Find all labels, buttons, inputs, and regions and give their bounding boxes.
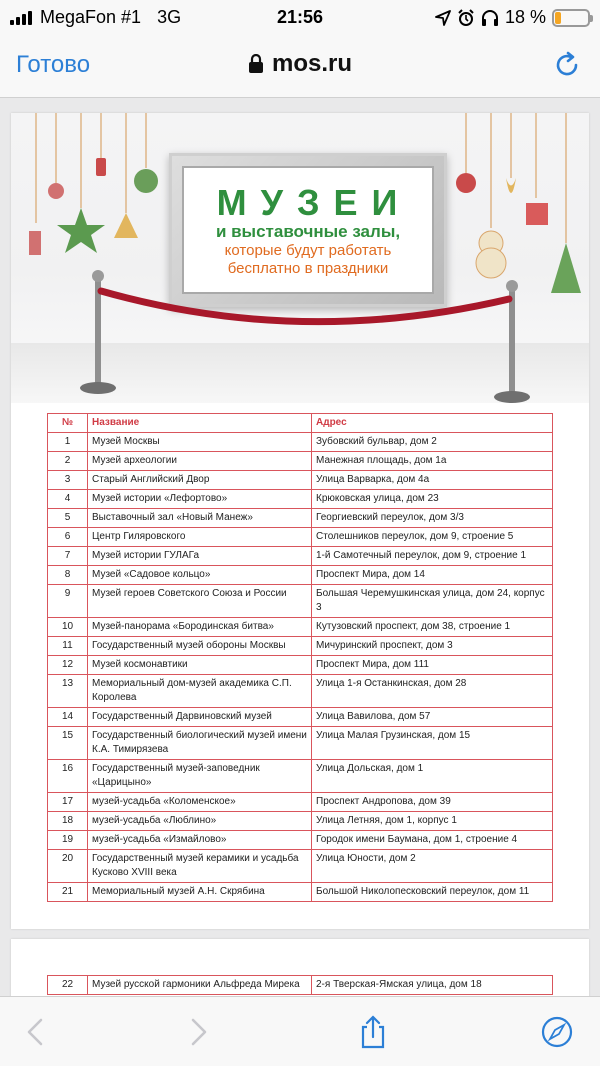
web-content[interactable] (0, 99, 600, 996)
row-num: 9 (48, 585, 88, 618)
row-address: Большая Черемушкинская улица, дом 24, корпус 3 (312, 585, 553, 618)
banner-subtitle-3: бесплатно в праздники (227, 260, 389, 277)
row-address: Манежная площадь, дом 1а (312, 452, 553, 471)
reload-icon[interactable] (552, 50, 582, 80)
row-address: Крюковская улица, дом 23 (312, 490, 553, 509)
table-row (48, 433, 553, 452)
battery-percent: 18 % (504, 7, 546, 27)
banner (11, 113, 589, 403)
banner-subtitle-1: и выставочные залы, (215, 222, 401, 241)
pdf-page-1 (11, 113, 589, 929)
row-address: Проспект Мира, дом 111 (312, 656, 553, 675)
table-row (48, 490, 553, 509)
row-num: 22 (48, 976, 88, 995)
row-name: Музей археологии (88, 452, 312, 471)
row-num: 16 (48, 760, 88, 793)
header-name: Название (88, 414, 312, 433)
table-row (48, 509, 553, 528)
carrier-label: MegaFon #1 (40, 7, 142, 27)
row-address: Кутузовский проспект, дом 38, строение 1 (312, 618, 553, 637)
row-name: Музей истории «Лефортово» (88, 490, 312, 509)
row-address: Улица Малая Грузинская, дом 15 (312, 727, 553, 760)
rope-barrier-icon (11, 113, 589, 403)
table-row (48, 812, 553, 831)
row-name: Музей русской гармоники Альфреда Мирека (88, 976, 312, 995)
network-label: 3G (157, 7, 182, 27)
safari-compass-icon[interactable] (540, 1015, 574, 1049)
table-row (48, 850, 553, 883)
row-address: Улица Дольская, дом 1 (312, 760, 553, 793)
table-row (48, 528, 553, 547)
row-name: Музей космонавтики (88, 656, 312, 675)
location-icon (435, 10, 451, 26)
row-address: 1-й Самотечный переулок, дом 9, строение 1 (312, 547, 553, 566)
row-num: 8 (48, 566, 88, 585)
row-num: 4 (48, 490, 88, 509)
url-text: mos.ru (271, 50, 352, 77)
row-name: Музей Москвы (88, 433, 312, 452)
status-right (435, 7, 590, 28)
row-name: Государственный музей керамики и усадьба Кусково XVIII века (88, 850, 312, 883)
table-row (48, 793, 553, 812)
row-num: 6 (48, 528, 88, 547)
row-name: музей-усадьба «Измайлово» (88, 831, 312, 850)
table-row (48, 675, 553, 708)
forward-icon[interactable] (180, 1015, 214, 1049)
row-num: 1 (48, 433, 88, 452)
row-address: Городок имени Баумана, дом 1, строение 4 (312, 831, 553, 850)
row-num: 19 (48, 831, 88, 850)
battery-fill (555, 12, 561, 24)
row-address: Георгиевский переулок, дом 3/3 (312, 509, 553, 528)
row-num: 17 (48, 793, 88, 812)
browser-nav-bar (0, 36, 600, 98)
header-address: Адрес (312, 414, 553, 433)
banner-title: МУЗЕИ (216, 182, 412, 223)
row-num: 20 (48, 850, 88, 883)
row-num: 5 (48, 509, 88, 528)
row-name: музей-усадьба «Люблино» (88, 812, 312, 831)
url-display[interactable] (0, 50, 600, 78)
museums-table (47, 413, 553, 902)
table-row (48, 656, 553, 675)
row-address: Зубовский бульвар, дом 2 (312, 433, 553, 452)
browser-toolbar (0, 996, 600, 1066)
lock-icon (248, 54, 264, 74)
row-name: Центр Гиляровского (88, 528, 312, 547)
table-header-row (48, 414, 553, 433)
row-address: Большой Николопесковский переулок, дом 11 (312, 883, 553, 902)
table-row (48, 976, 553, 995)
table-row (48, 760, 553, 793)
row-num: 21 (48, 883, 88, 902)
alarm-icon (457, 9, 475, 27)
row-name: Государственный музей-заповедник «Царицыно» (88, 760, 312, 793)
row-name: Государственный Дарвиновский музей (88, 708, 312, 727)
table-row (48, 618, 553, 637)
row-address: 2-я Тверская-Ямская улица, дом 18 (312, 976, 553, 995)
row-name: Государственный биологический музей имени К.А. Тимирязева (88, 727, 312, 760)
row-name: Государственный музей обороны Москвы (88, 637, 312, 656)
row-num: 2 (48, 452, 88, 471)
pdf-page-2 (11, 939, 589, 996)
row-name: Музей героев Советского Союза и России (88, 585, 312, 618)
row-address: Улица Вавилова, дом 57 (312, 708, 553, 727)
row-num: 15 (48, 727, 88, 760)
row-address: Проспект Мира, дом 14 (312, 566, 553, 585)
headphones-icon (481, 9, 499, 27)
row-address: Проспект Андропова, дом 39 (312, 793, 553, 812)
table-row (48, 831, 553, 850)
row-name: Музей истории ГУЛАГа (88, 547, 312, 566)
row-name: Выставочный зал «Новый Манеж» (88, 509, 312, 528)
clock: 21:56 (276, 7, 324, 27)
row-num: 11 (48, 637, 88, 656)
museums-table-wrap (47, 413, 553, 902)
table-row (48, 452, 553, 471)
done-button[interactable]: Готово (16, 51, 91, 78)
row-num: 7 (48, 547, 88, 566)
row-name: Музей «Садовое кольцо» (88, 566, 312, 585)
row-address: Улица Летняя, дом 1, корпус 1 (312, 812, 553, 831)
table-row (48, 708, 553, 727)
row-num: 13 (48, 675, 88, 708)
table-row (48, 471, 553, 490)
back-icon[interactable] (20, 1015, 54, 1049)
table-row (48, 883, 553, 902)
table-row (48, 637, 553, 656)
row-address: Столешников переулок, дом 9, строение 5 (312, 528, 553, 547)
table-row (48, 585, 553, 618)
row-address: Мичуринский проспект, дом 3 (312, 637, 553, 656)
header-num: № (48, 414, 88, 433)
row-name: Мемориальный дом-музей академика С.П. Королева (88, 675, 312, 708)
museums-table-wrap-2 (47, 975, 553, 995)
row-num: 12 (48, 656, 88, 675)
row-address: Улица Варварка, дом 4а (312, 471, 553, 490)
row-address: Улица 1-я Останкинская, дом 28 (312, 675, 553, 708)
row-num: 18 (48, 812, 88, 831)
row-address: Улица Юности, дом 2 (312, 850, 553, 883)
row-name: Мемориальный музей А.Н. Скрябина (88, 883, 312, 902)
banner-subtitle-2: которые будут работать (224, 242, 392, 259)
battery-icon (552, 9, 590, 27)
table-row (48, 547, 553, 566)
status-bar (0, 0, 600, 36)
row-num: 3 (48, 471, 88, 490)
row-name: Музей-панорама «Бородинская битва» (88, 618, 312, 637)
table-row (48, 727, 553, 760)
table-row (48, 566, 553, 585)
row-name: Старый Английский Двор (88, 471, 312, 490)
row-name: музей-усадьба «Коломенское» (88, 793, 312, 812)
row-num: 14 (48, 708, 88, 727)
share-icon[interactable] (356, 1015, 390, 1049)
museums-table-2 (47, 975, 553, 995)
row-num: 10 (48, 618, 88, 637)
